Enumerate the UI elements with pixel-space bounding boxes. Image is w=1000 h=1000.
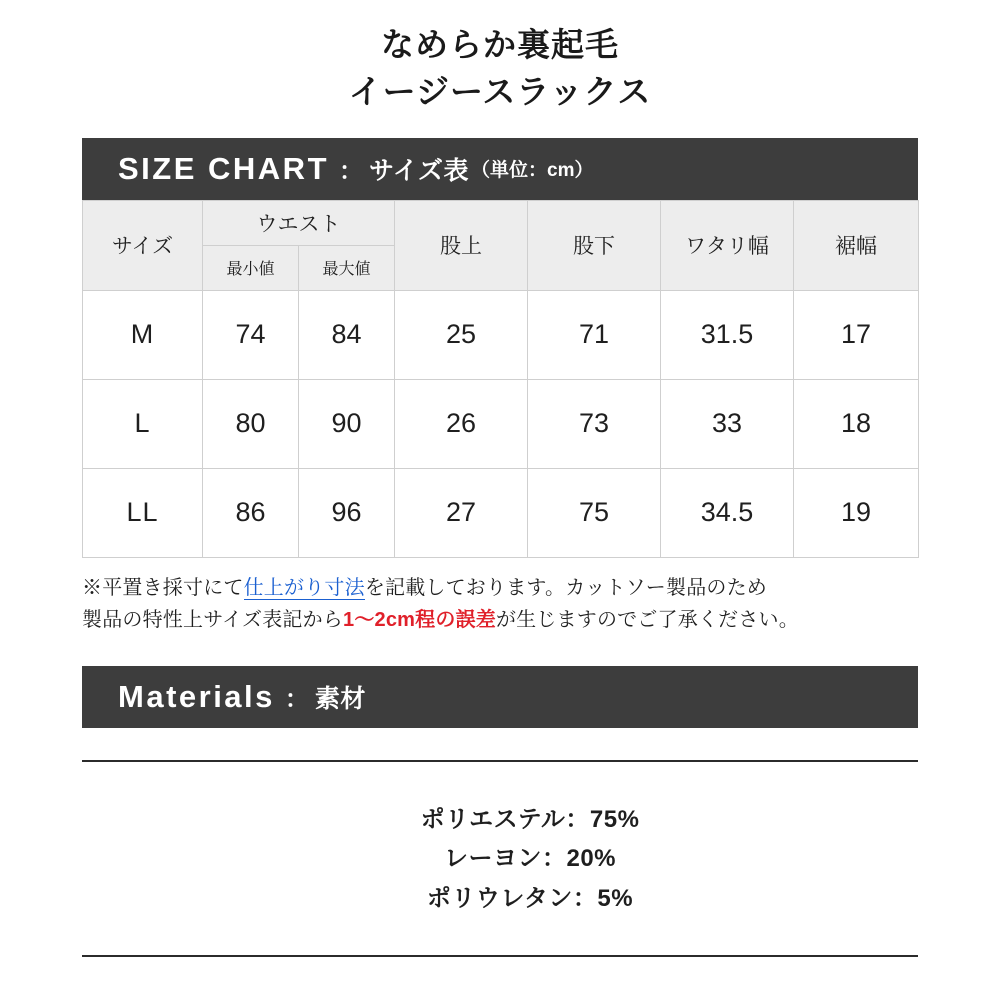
materials-title-en: Materials — [118, 678, 275, 714]
cell-thigh: 33 — [661, 379, 794, 468]
header-waist-min: 最小値 — [203, 245, 299, 290]
cell-inseam: 75 — [528, 468, 661, 557]
size-chart-title-separator: ： — [339, 158, 363, 186]
cell-waist-max: 96 — [299, 468, 395, 557]
cell-inseam: 71 — [528, 290, 661, 379]
cell-rise: 25 — [395, 290, 528, 379]
note-part-2: を記載しております。カットソー製品のため — [364, 576, 768, 599]
cell-hem: 17 — [794, 290, 919, 379]
cell-rise: 26 — [395, 379, 528, 468]
note-part-1: ※平置き採寸にて — [82, 576, 244, 599]
size-table-wrapper — [82, 200, 918, 558]
cell-waist-min: 74 — [203, 290, 299, 379]
header-hem: 裾幅 — [794, 200, 919, 290]
table-header-row-top — [83, 200, 919, 245]
material-line: ポリエステル：75% — [420, 805, 640, 833]
cell-size: LL — [83, 468, 203, 557]
note-highlight-tolerance: 1〜2cm程の誤差 — [343, 608, 496, 631]
note-part-3: 製品の特性上サイズ表記から — [82, 608, 343, 631]
cell-waist-min: 86 — [203, 468, 299, 557]
cell-rise: 27 — [395, 468, 528, 557]
header-rise: 股上 — [395, 200, 528, 290]
cell-thigh: 31.5 — [661, 290, 794, 379]
header-inseam: 股下 — [528, 200, 661, 290]
header-thigh: ワタリ幅 — [661, 200, 794, 290]
cell-waist-max: 90 — [299, 379, 395, 468]
materials-title-jp: 素材 — [314, 684, 366, 713]
note-highlight-finished-size: 仕上がり寸法 — [243, 576, 365, 599]
note-part-4: が生じますのでご了承ください。 — [495, 608, 799, 631]
materials-header-bar — [82, 666, 918, 728]
size-chart-title-en: SIZE CHART — [118, 150, 329, 186]
materials-composition-list — [82, 762, 918, 919]
table-row — [83, 379, 919, 468]
title-line-1: なめらか裏起毛 — [381, 26, 619, 63]
cell-size: M — [83, 290, 203, 379]
cell-hem: 18 — [794, 379, 919, 468]
materials-divider-bottom — [82, 955, 918, 957]
cell-size: L — [83, 379, 203, 468]
cell-inseam: 73 — [528, 379, 661, 468]
table-row — [83, 468, 919, 557]
size-chart-title-jp: サイズ表 — [369, 156, 470, 185]
cell-hem: 19 — [794, 468, 919, 557]
material-line: ポリウレタン：5% — [426, 884, 634, 912]
cell-thigh: 34.5 — [661, 468, 794, 557]
page-title — [0, 0, 1000, 116]
table-row — [83, 290, 919, 379]
size-chart-header-bar — [82, 138, 918, 200]
materials-title-separator: ： — [284, 686, 309, 714]
header-waist-max: 最大値 — [299, 245, 395, 290]
cell-waist-max: 84 — [299, 290, 395, 379]
material-line: レーヨン：20% — [443, 845, 617, 873]
header-waist: ウエスト — [203, 200, 395, 245]
header-size: サイズ — [83, 200, 203, 290]
cell-waist-min: 80 — [203, 379, 299, 468]
measurement-note — [82, 572, 918, 636]
size-table — [82, 200, 919, 558]
title-line-2: イージースラックス — [348, 72, 652, 110]
size-chart-unit-label: （単位：cm） — [471, 160, 594, 182]
